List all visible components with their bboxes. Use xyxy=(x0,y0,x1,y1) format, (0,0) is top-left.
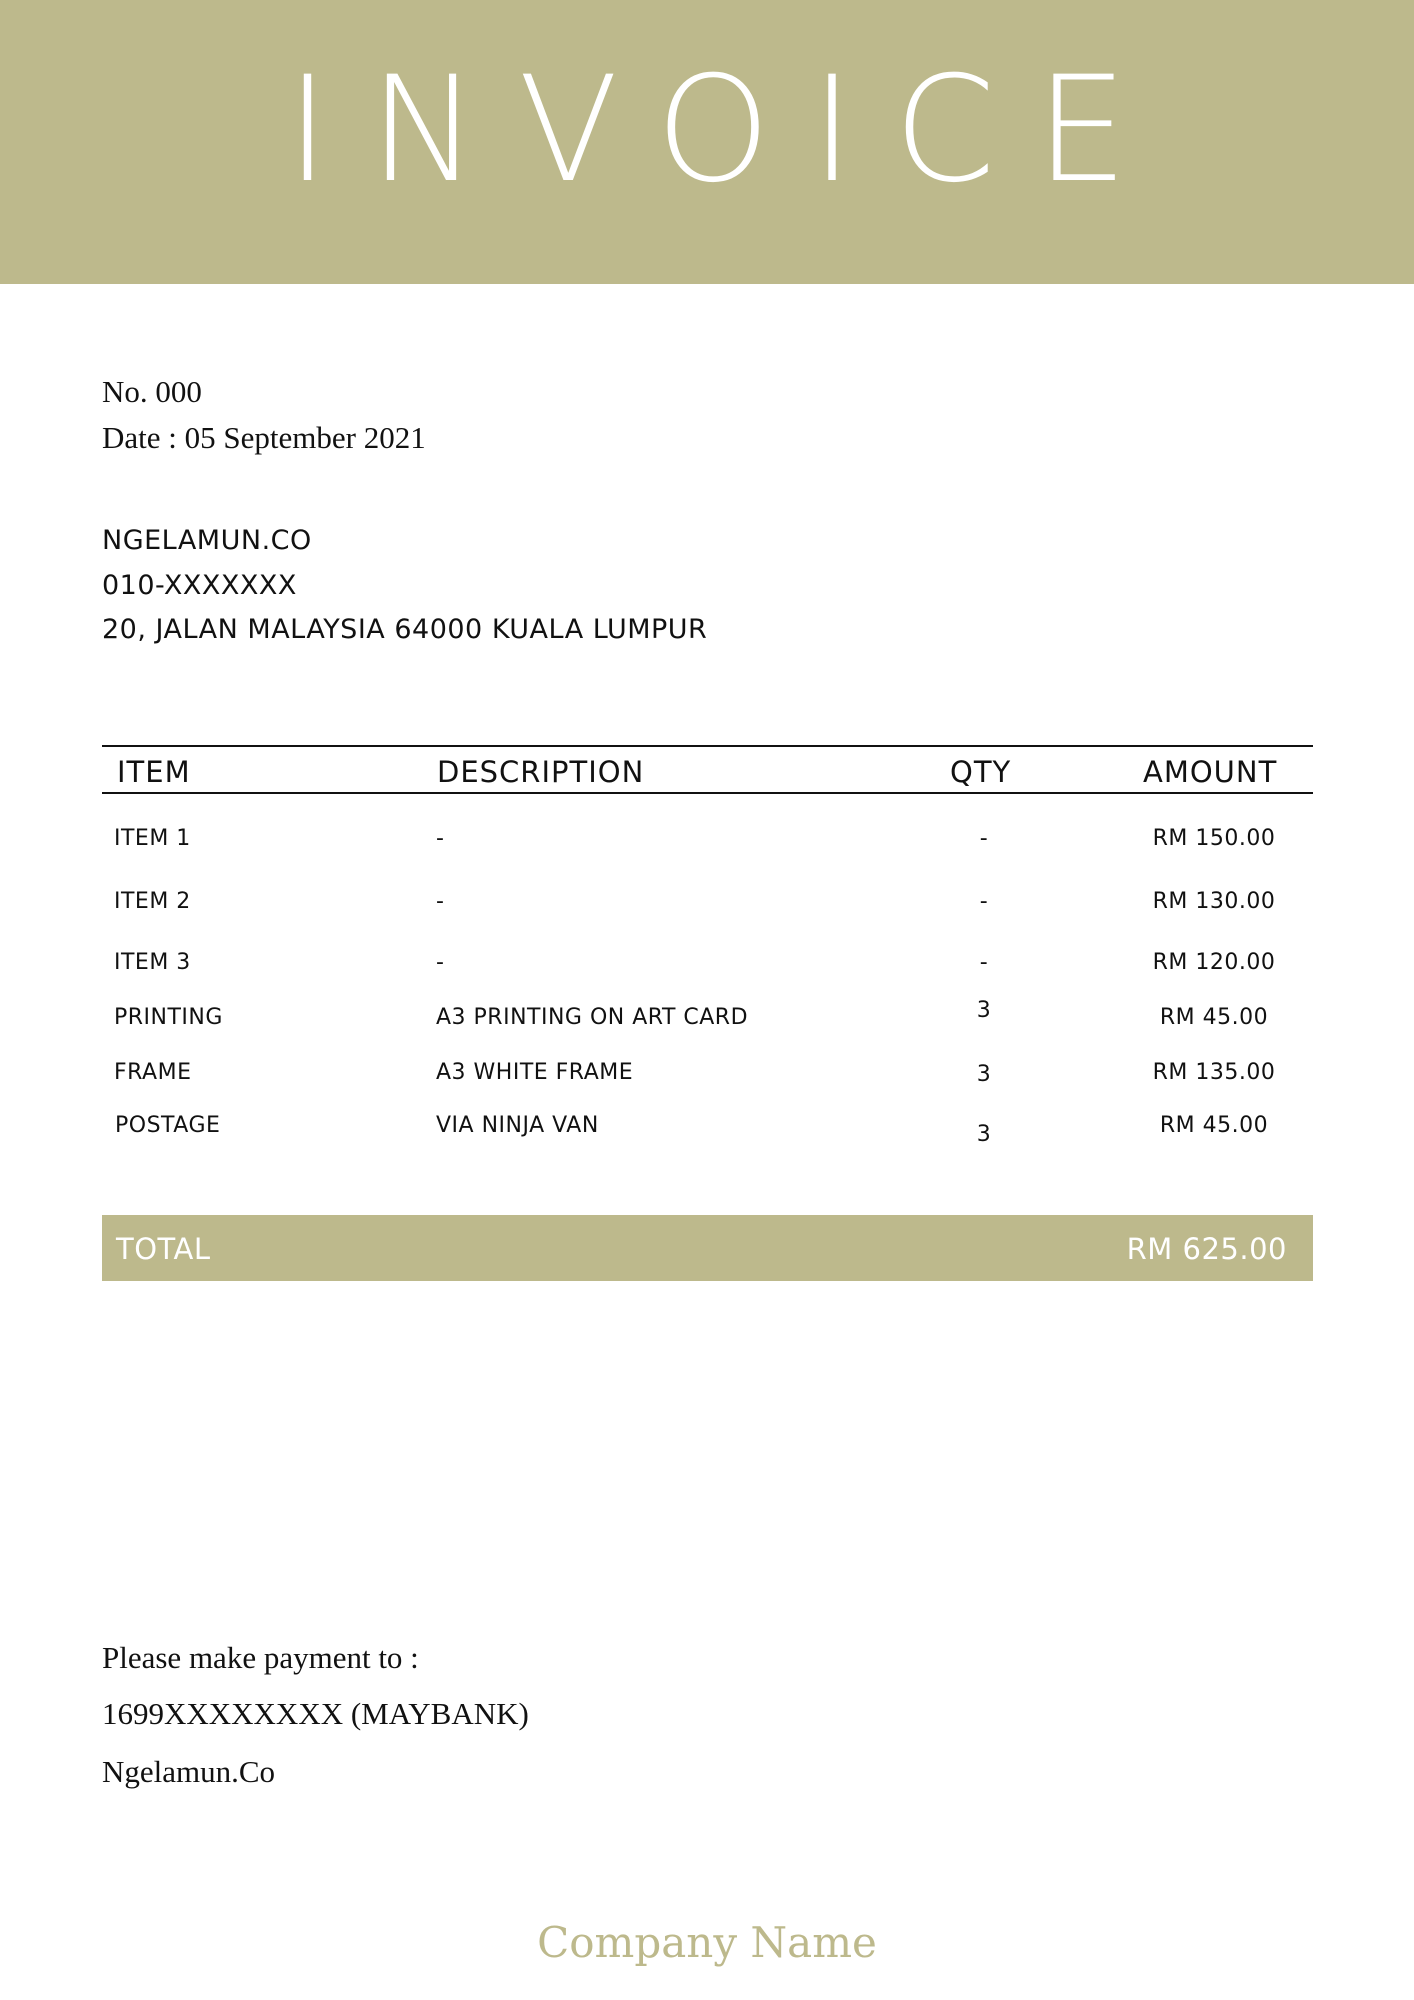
invoice-date: Date : 05 September 2021 xyxy=(102,420,426,455)
payment-payee: Ngelamun.Co xyxy=(102,1754,276,1789)
invoice-title: INVOICE xyxy=(286,45,1168,215)
payment-account: 1699XXXXXXXX (MAYBANK) xyxy=(102,1696,529,1731)
row-item: ITEM 3 xyxy=(114,950,191,975)
column-header-item: ITEM xyxy=(117,755,191,789)
row-qty: - xyxy=(979,826,989,851)
row-item: PRINTING xyxy=(114,1005,223,1030)
column-header-qty: QTY xyxy=(950,755,1012,789)
sender-phone: 010-XXXXXXX xyxy=(102,570,297,601)
row-item: POSTAGE xyxy=(115,1113,221,1138)
row-amount: RM 135.00 xyxy=(1152,1060,1276,1085)
row-amount: RM 45.00 xyxy=(1159,1113,1269,1138)
row-item: FRAME xyxy=(114,1060,192,1085)
row-description: - xyxy=(436,826,445,851)
invoice-number: No. 000 xyxy=(102,374,202,409)
row-item: ITEM 1 xyxy=(114,826,191,851)
row-qty: - xyxy=(979,889,989,914)
company-name: Company Name xyxy=(537,1918,877,1967)
total-amount: RM 625.00 xyxy=(1126,1232,1287,1266)
payment-instruction: Please make payment to : xyxy=(102,1640,419,1675)
row-description: VIA NINJA VAN xyxy=(436,1113,599,1138)
row-description: - xyxy=(436,889,445,914)
row-qty: 3 xyxy=(976,1122,992,1147)
column-header-description: DESCRIPTION xyxy=(437,755,645,789)
row-qty: 3 xyxy=(976,998,992,1023)
row-amount: RM 130.00 xyxy=(1152,889,1276,914)
table-top-rule xyxy=(102,745,1313,747)
row-description: A3 PRINTING ON ART CARD xyxy=(436,1005,749,1030)
row-qty: 3 xyxy=(976,1062,992,1087)
row-qty: - xyxy=(979,950,989,975)
sender-address: 20, JALAN MALAYSIA 64000 KUALA LUMPUR xyxy=(102,614,708,645)
total-label: TOTAL xyxy=(116,1232,211,1266)
row-amount: RM 150.00 xyxy=(1152,826,1276,851)
row-amount: RM 45.00 xyxy=(1159,1005,1269,1030)
row-item: ITEM 2 xyxy=(114,889,191,914)
row-description: - xyxy=(436,950,445,975)
row-amount: RM 120.00 xyxy=(1152,950,1276,975)
header-band xyxy=(0,0,1414,284)
column-header-amount: AMOUNT xyxy=(1143,755,1278,789)
table-header-rule xyxy=(102,792,1313,794)
total-bar xyxy=(102,1215,1313,1281)
sender-name: NGELAMUN.CO xyxy=(102,525,312,556)
row-description: A3 WHITE FRAME xyxy=(436,1060,634,1085)
